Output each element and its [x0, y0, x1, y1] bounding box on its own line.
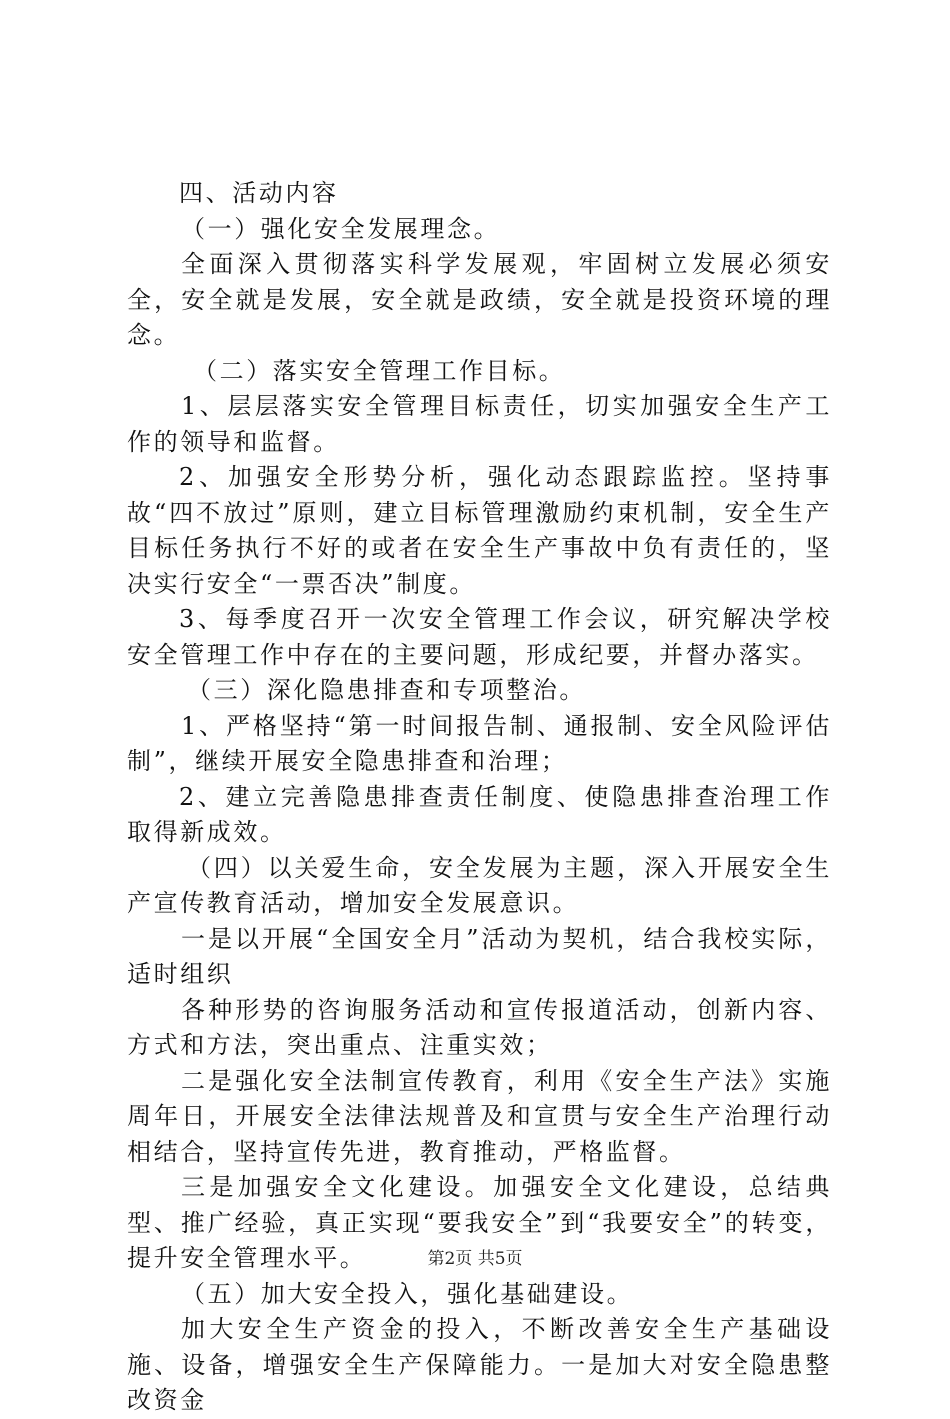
paragraph: 全面深入贯彻落实科学发展观，牢固树立发展必须安全，安全就是发展，安全就是政绩，安全就是投资环境的理念。	[127, 250, 832, 349]
paragraph: 加大安全生产资金的投入，不断改善安全生产基础设施、设备，增强安全生产保障能力。一是加大对安全隐患整改资金	[127, 1315, 832, 1414]
paragraph: 一是以开展“全国安全月”活动为契机，结合我校实际，适时组织	[127, 924, 832, 988]
subsection-heading: （四）以关爱生命，安全发展为主题，深入开展安全生产宣传教育活动，增加安全发展意识。	[127, 853, 832, 917]
paragraph: 2、加强安全形势分析，强化动态跟踪监控。坚持事故“四不放过”原则，建立目标管理激励约束机制，安全生产目标任务执行不好的或者在安全生产事故中负有责任的，坚决实行安全“一票否决”制度。	[127, 463, 832, 598]
section-heading: 四、活动内容	[179, 179, 339, 207]
paragraph: 3、每季度召开一次安全管理工作会议，研究解决学校安全管理工作中存在的主要问题，形成纪要，并督办落实。	[127, 605, 832, 669]
paragraph: 1、层层落实安全管理目标责任，切实加强安全生产工作的领导和监督。	[127, 392, 832, 456]
subsection-heading: （五）加大安全投入，强化基础建设。	[181, 1279, 634, 1308]
paragraph: 2、建立完善隐患排查责任制度、使隐患排查治理工作取得新成效。	[127, 782, 832, 846]
subsection-heading: （一）强化安全发展理念。	[181, 214, 501, 243]
page-number-footer: 第2页 共5页	[427, 1249, 523, 1269]
paragraph: 1、严格坚持“第一时间报告制、通报制、安全风险评估制”，继续开展安全隐患排查和治理；	[127, 711, 832, 775]
subsection-heading: （三）深化隐患排查和专项整治。	[187, 676, 586, 704]
body-text	[127, 176, 832, 1419]
subsection-heading: （二）落实安全管理工作目标。	[193, 356, 566, 385]
paragraph: 二是强化安全法制宣传教育，利用《安全生产法》实施周年日，开展安全法律法规普及和宣贯与安全生产治理行动相结合，坚持宣传先进，教育推动，严格监督。	[127, 1066, 832, 1166]
paragraph: 各种形势的咨询服务活动和宣传报道活动，创新内容、方式和方法，突出重点、注重实效；	[127, 995, 832, 1059]
paragraph: 三是加强安全文化建设。加强安全文化建设，总结典型、推广经验，真正实现“要我安全”到“我要安全”的转变，提升安全管理水平。	[127, 1173, 832, 1272]
